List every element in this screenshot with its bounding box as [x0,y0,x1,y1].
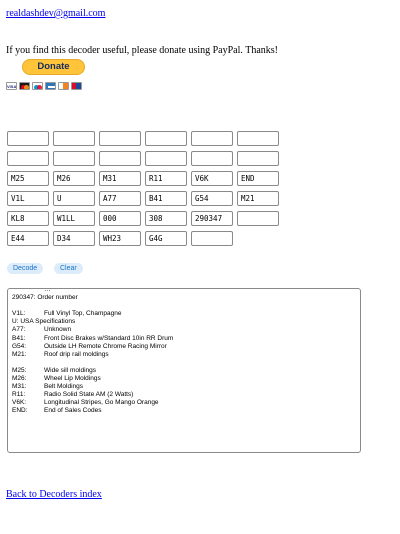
result-code: M31: [12,383,27,391]
result-code: M26: [12,375,27,383]
code-input[interactable] [53,131,95,146]
result-line [12,367,356,375]
result-line [12,359,356,367]
payment-card-icons [6,82,82,90]
code-input[interactable] [191,171,233,186]
result-line [12,335,356,343]
result-description: Unknown [44,326,72,334]
result-line [12,375,356,383]
decode-button[interactable]: Decode [7,263,43,274]
code-input[interactable] [191,231,233,246]
result-code: G54: [12,342,27,350]
code-input[interactable] [99,171,141,186]
code-input[interactable] [99,131,141,146]
back-to-decoders-link[interactable]: Back to Decoders index [6,489,102,500]
result-line [12,383,356,391]
bank-card-icon [71,82,82,90]
result-description: Order number [37,294,78,302]
code-input[interactable] [7,131,49,146]
result-line [12,326,356,334]
code-input[interactable] [53,171,95,186]
code-input[interactable] [99,191,141,206]
code-input[interactable] [145,171,187,186]
code-input[interactable] [99,151,141,166]
result-description: … [44,288,51,293]
code-input[interactable] [53,211,95,226]
mastercard-icon [19,82,30,90]
result-line [12,407,356,415]
code-input[interactable] [7,171,49,186]
email-link[interactable]: realdashdev@gmail.com [6,8,106,19]
code-input[interactable] [237,211,279,226]
result-description: Longitudinal Stripes, Go Mango Orange [44,399,159,407]
code-input[interactable] [99,211,141,226]
code-input[interactable] [145,231,187,246]
result-code: A77: [12,326,26,334]
code-input[interactable] [237,131,279,146]
code-input[interactable] [145,211,187,226]
result-code: END: [12,407,28,415]
result-line [12,294,356,302]
code-input[interactable] [99,231,141,246]
result-description: Outside LH Remote Chrome Racing Mirror [44,342,167,350]
code-input[interactable] [237,191,279,206]
result-code: 290347: [12,294,36,302]
result-line [12,310,356,318]
result-code: M25: [12,366,27,374]
visa-card-icon [6,82,17,90]
maestro-card-icon [32,82,43,90]
result-description: USA Specifications [20,318,76,326]
code-input[interactable] [145,191,187,206]
code-input[interactable] [237,171,279,186]
result-description: Roof drip rail moldings [44,350,109,358]
result-line [12,343,356,351]
result-description: Belt Moldings [44,383,84,391]
code-input[interactable] [7,231,49,246]
donate-message: If you find this decoder useful, please donate using PayPal. Thanks! [6,45,278,56]
amex-card-icon [45,82,56,90]
result-description: Full Vinyl Top, Champagne [44,310,122,318]
result-line [12,302,356,310]
code-input[interactable] [7,211,49,226]
result-line [12,391,356,399]
decode-result-content [12,288,356,416]
result-description: Radio Solid State AM (2 Watts) [44,391,134,399]
code-input[interactable] [53,191,95,206]
result-code: B41: [12,334,26,342]
code-input[interactable] [191,131,233,146]
code-input[interactable] [145,151,187,166]
result-description: Wheel Lip Moldings [44,375,101,383]
result-code: M21: [12,350,27,358]
result-code: V6K: [12,399,27,407]
result-line [12,399,356,407]
result-line [12,351,356,359]
decode-result-textarea[interactable] [7,288,361,453]
result-description: Wide sill moldings [44,366,97,374]
discover-card-icon [58,82,69,90]
code-input[interactable] [53,151,95,166]
paypal-donate-button[interactable]: Donate [22,59,85,75]
clear-button[interactable]: Clear [54,263,83,274]
code-input[interactable] [191,191,233,206]
code-input[interactable] [7,151,49,166]
option-code-grid [7,131,279,246]
code-input[interactable] [237,151,279,166]
result-line [12,318,356,326]
result-code: U: [12,318,19,326]
code-input[interactable] [145,131,187,146]
result-description: Front Disc Brakes w/Standard 10in RR Drum [44,334,174,342]
result-code: V1L: [12,310,26,318]
result-description: End of Sales Codes [44,407,102,415]
code-input[interactable] [7,191,49,206]
code-input[interactable] [191,151,233,166]
code-input[interactable] [191,211,233,226]
result-code: R11: [12,391,26,399]
code-input[interactable] [53,231,95,246]
